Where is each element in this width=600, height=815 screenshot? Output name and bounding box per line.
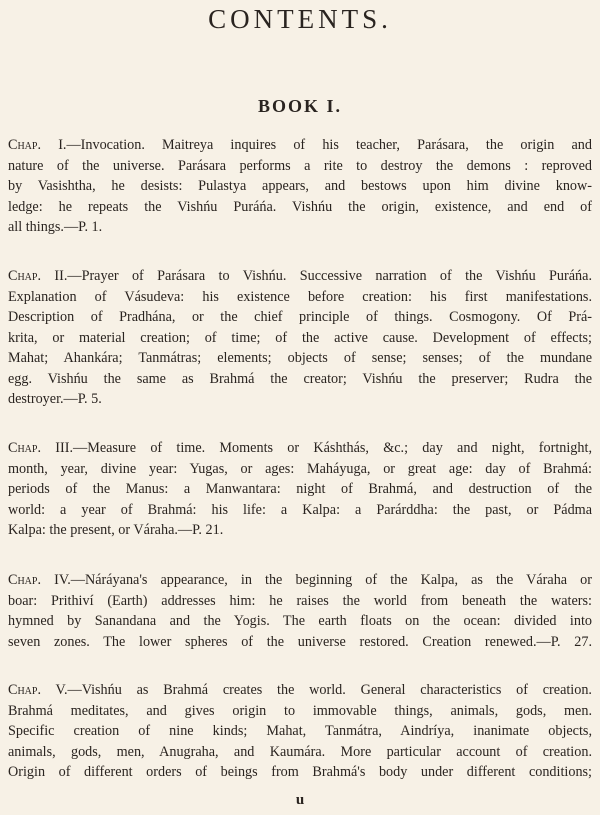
chapter-line: boar: Prithiví (Earth) addresses him: he raises the world from beneath the waters:	[8, 592, 592, 609]
chapter-line: Kalpa: the present, or Váraha.—P. 21.	[8, 522, 224, 538]
chapter-line: nature of the universe. Parásara performs a rite to destroy the demons : reproved	[8, 157, 592, 174]
chapter-line: hymned by Sanandana and the Yogis. The earth floats on the ocean: divided into	[8, 613, 592, 629]
chapter-label: Chap. II.	[8, 268, 68, 284]
chapter-text: —Náráyana's appearance, in the beginning of the Kalpa, as the Váraha or	[70, 572, 592, 588]
chapter-line: Specific creation of nine kinds; Mahat, Tanmátra, Aindríya, inanimate objects,	[8, 723, 592, 739]
chapter-label: Chap. V.	[8, 682, 68, 698]
chapter-line: all things.—P. 1.	[8, 219, 103, 235]
book-heading: BOOK I.	[257, 96, 342, 116]
chapter-line: Description of Pradhána, or the chief principle of things. Cosmogony. Of Prá-	[8, 309, 592, 325]
page-folio: u	[295, 792, 305, 808]
chapter-line	[8, 680, 592, 701]
chapter-line: world: a year of Brahmá: his life: a Kalpa: a Parárddha: the past, or Pádma	[8, 501, 592, 518]
chapter-line: animals, gods, men, Anugraha, and Kaumára. More particular account of creation.	[8, 743, 592, 760]
chapter-line	[8, 135, 592, 156]
chapter-label: Chap. IV.	[8, 572, 71, 588]
chapter-text: —Prayer of Parásara to Vishńu. Successive narration of the Vishńu Puráńa.	[67, 268, 592, 284]
chapter-entry-1	[8, 135, 592, 238]
chapter-entry-2	[8, 266, 592, 410]
chapter-line: ledge: he repeats the Vishńu Puráńa. Vishńu the origin, existence, and end of	[8, 198, 592, 215]
chapter-line: month, year, divine year: Yugas, or ages: Maháyuga, or great age: day of Brahmá:	[8, 460, 592, 477]
chapter-line: Brahmá meditates, and gives origin to immovable things, animals, gods, men.	[8, 702, 592, 719]
chapter-entry-4	[8, 570, 592, 652]
chapter-line: periods of the Manus: a Manwantara: night of Brahmá, and destruction of the	[8, 481, 592, 497]
chapter-line: by Vasishtha, he desists: Pulastya appears, and bestows upon him divine know-	[8, 178, 592, 194]
chapter-label: Chap. I.	[8, 137, 67, 153]
chapter-line	[8, 266, 592, 287]
chapter-line: krita, or material creation; of time; of the active cause. Development of effects;	[8, 329, 592, 346]
chapter-line: Explanation of Vásudeva: his existence before creation: his first manifestations.	[8, 288, 592, 305]
chapter-line: egg. Vishńu the same as Brahmá the creator; Vishńu the preserver; Rudra the	[8, 370, 592, 387]
chapter-entry-5	[8, 680, 592, 783]
page-title: CONTENTS.	[208, 4, 392, 34]
chapter-line: destroyer.—P. 5.	[8, 391, 102, 407]
chapter-text: —Measure of time. Moments or Káshthás, &c.; day and night, fortnight,	[73, 440, 592, 456]
chapter-label: Chap. III.	[8, 440, 74, 456]
chapter-line: seven zones. The lower spheres of the universe restored. Creation renewed.—P. 27.	[8, 633, 592, 650]
chapter-line	[8, 438, 592, 459]
chapter-line: Mahat; Ahankára; Tanmátras; elements; objects of sense; senses; of the mundane	[8, 350, 592, 366]
chapter-line: Origin of different orders of beings from Brahmá's body under different conditions;	[8, 764, 592, 780]
chapter-text: —Vishńu as Brahmá creates the world. General characteristics of creation.	[67, 682, 592, 698]
chapter-line	[8, 570, 592, 591]
chapter-text: —Invocation. Maitreya inquires of his teacher, Parásara, the origin and	[66, 137, 592, 153]
chapter-entry-3	[8, 438, 592, 541]
